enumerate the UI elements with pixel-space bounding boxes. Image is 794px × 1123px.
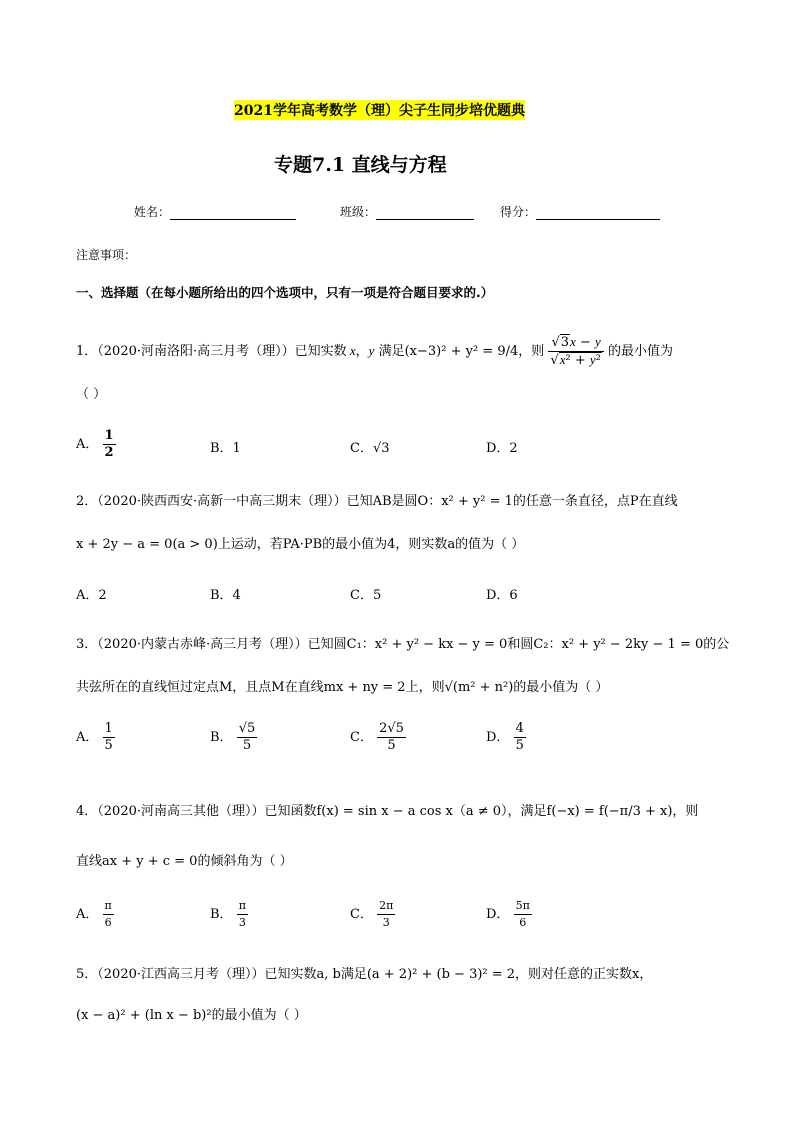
q2-option-a: A．2	[76, 588, 107, 603]
name-label: 姓名：	[134, 205, 171, 219]
q4-line2: 直线ax + y + c = 0的倾斜角为（ ）	[76, 854, 293, 869]
q3-option-a: A． $\frac{1}{5}$	[76, 721, 113, 753]
q1-prefix: 1．（2020·河南洛阳·高三月考（理））已知实数	[76, 344, 347, 359]
q3-line1: 3．（2020·内蒙古赤峰·高三月考（理））已知圆C₁：x² + y² − kx − y = 0和圆C₂：x² + y² − 2ky − 1 = 0的公	[76, 637, 730, 652]
score-blank	[536, 205, 660, 220]
q5-line2: (x − a)² + (ln x − b)²的最小值为（ ）	[76, 1008, 307, 1023]
q2-line1: 2．（2020·陕西西安·高新一中高三期末（理））已知AB是圆O：x² + y² = 1的任意一条直径，点P在直线	[76, 494, 678, 509]
class-field	[340, 203, 474, 220]
q4-option-d: D． $\frac{5\pi}{6}$	[486, 899, 530, 929]
score-field	[500, 203, 660, 220]
page-title: 专题7.1 直线与方程	[274, 154, 447, 176]
q3-option-b: B． $\frac{√5}{5}$	[210, 721, 256, 753]
q1-expression: $\frac{√3x - y}{\text{√x² + y²}}$	[548, 334, 603, 369]
q1-option-d: D．2	[486, 441, 518, 456]
q2-option-b: B．4	[210, 588, 241, 603]
notice-label: 注意事项：	[76, 248, 137, 262]
q3-option-d: D． $\frac{4}{5}$	[486, 721, 524, 753]
q2-option-c: C．5	[350, 588, 382, 603]
q1-condition: 满足(x−3)² + y² = 9/4，则	[378, 344, 545, 359]
section-heading: 一、选择题（在每小题所给出的四个选项中，只有一项是符合题目要求的.）	[76, 285, 494, 300]
q4-option-a: A． $\frac{\pi}{6}$	[76, 899, 112, 929]
q3-option-c: C． $\frac{2√5}{5}$	[350, 721, 404, 753]
q5-line1: 5．（2020·江西高三月考（理））已知实数a, b满足(a + 2)² + (b − 3)² = 2，则对任意的正实数x，	[76, 967, 653, 982]
score-label: 得分：	[500, 205, 537, 219]
q4-option-b: B． $\frac{\pi}{3}$	[210, 899, 246, 929]
q1-option-c: C．√3	[350, 441, 390, 456]
q1-option-a: A． $\frac{1}{2}$	[76, 428, 114, 460]
question-1: 1．（2020·河南洛阳·高三月考（理））已知实数 x，y 满足(x−3)² + y² = 9/4，则 $\frac{√3x - y}{\text{√x² + y²}}$ 的最小值为	[76, 334, 673, 368]
name-blank	[170, 205, 296, 220]
name-field	[134, 203, 296, 220]
q2-line2: x + 2y − a = 0(a > 0)上运动，若PA·PB的最小值为4，则实数a的值为（ ）	[76, 537, 525, 552]
series-title: 2021学年高考数学（理）尖子生同步培优题典	[234, 100, 525, 120]
q4-option-c: C． $\frac{2\pi}{3}$	[350, 899, 394, 929]
q3-line2: 共弦所在的直线恒过定点M，且点M在直线mx + ny = 2上，则√(m² + n²)的最小值为（ ）	[76, 680, 609, 695]
q1-option-b: B．1	[210, 441, 241, 456]
q1-paren: （ ）	[76, 387, 107, 402]
q1-tail: 的最小值为	[607, 344, 673, 359]
class-blank	[376, 205, 474, 220]
q4-line1: 4．（2020·河南高三其他（理））已知函数f(x) = sin x − a cos x（a ≠ 0），满足f(−x) = f(−π/3 + x)，则	[76, 804, 699, 819]
class-label: 班级：	[340, 205, 377, 219]
q2-option-d: D．6	[486, 588, 518, 603]
